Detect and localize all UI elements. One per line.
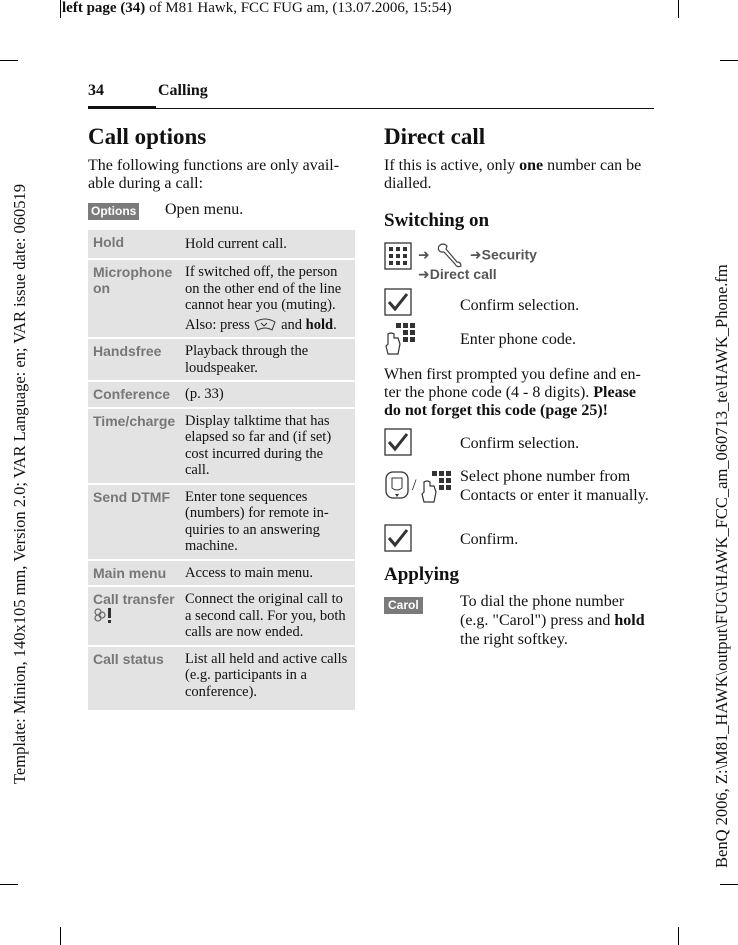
options-softkey-desc: Open menu. — [165, 201, 244, 218]
applying-text-b: the right softkey. — [460, 631, 568, 648]
menu-path-security[interactable]: Security — [481, 246, 537, 263]
code-note-text: When first prompted you define and en-ter the phone code (4 - 8 digits). — [384, 366, 641, 401]
option-key[interactable]: Conference — [93, 386, 171, 403]
code-note — [384, 366, 652, 420]
print-header-bold: left page (34) — [62, 0, 146, 16]
step-confirm-selection-2: Confirm selection. — [460, 435, 580, 452]
header-rule — [88, 108, 654, 109]
extra-prefix: Also: press — [185, 316, 250, 333]
option-desc: Hold current call. — [185, 236, 287, 252]
option-desc-extra — [185, 317, 351, 334]
intro-text-b: number can be dialled. — [384, 157, 642, 192]
extra-bold: hold — [305, 316, 334, 333]
direct-call-heading: Direct call — [384, 124, 486, 149]
table-row — [88, 409, 355, 483]
options-softkey[interactable]: Options — [88, 203, 139, 220]
step-enter-code: Enter phone code. — [460, 331, 576, 348]
table-row — [88, 260, 355, 337]
options-softkey-row — [88, 200, 139, 220]
checkmark-softkey-icon[interactable] — [384, 288, 412, 320]
intro-text-a: If this is active, only — [384, 157, 516, 174]
option-key[interactable]: Microphone on — [93, 264, 173, 296]
template-sidebar-text: Template: Minion, 140x105 mm, Version 2.0; VAR Language: en; VAR issue date: 060519 — [10, 184, 29, 784]
option-key[interactable] — [88, 587, 185, 645]
option-desc: Enter tone sequences (numbers) for remote in-quiries to an answering machine. — [185, 488, 329, 555]
option-desc: List all held and active calls (e.g. participants in a conference). — [185, 650, 348, 700]
code-note-bold: Please do not forget this code (page 25)! — [384, 384, 636, 419]
option-key[interactable]: Send DTMF — [93, 488, 170, 505]
call-options-heading: Call options — [88, 124, 207, 149]
crop-mark — [60, 927, 61, 945]
call-options-table — [88, 230, 355, 712]
keypad-hand-icon — [420, 470, 452, 508]
option-key-label: Call transfer — [93, 591, 175, 608]
checkmark-softkey-icon[interactable] — [384, 524, 412, 556]
keypad-hand-icon — [384, 322, 416, 360]
direct-call-intro — [384, 157, 652, 193]
option-key[interactable]: Time/charge — [93, 412, 176, 429]
option-desc: (p. 33) — [185, 386, 224, 403]
table-row — [88, 587, 355, 645]
crop-mark — [678, 927, 679, 945]
option-key[interactable]: Main menu — [93, 564, 167, 581]
carol-softkey[interactable]: Carol — [384, 597, 423, 614]
applying-text-a: To dial the phone number (e.g. "Carol") press and — [460, 593, 625, 629]
option-key[interactable]: Hold — [93, 234, 125, 250]
extra-and: and — [281, 316, 303, 333]
crop-mark — [60, 0, 61, 18]
menu-grid-icon — [384, 242, 412, 274]
switching-on-heading: Switching on — [384, 210, 490, 231]
applying-text — [460, 592, 654, 649]
crop-mark — [678, 0, 679, 18]
option-desc: Playback through the loudspeaker. — [185, 343, 309, 376]
option-desc: Display talktime that has elapsed so far and (if set) cost incurred during the call. — [185, 412, 332, 479]
option-desc: Access to main menu. — [185, 564, 314, 581]
carol-softkey-row — [384, 594, 423, 614]
arrow-icon: ➜ — [469, 246, 482, 263]
step-confirm-selection: Confirm selection. — [460, 297, 580, 314]
table-row — [88, 230, 355, 258]
arrow-icon: ➜ — [418, 246, 430, 263]
page-number: 34 — [88, 82, 104, 99]
step-confirm: Confirm. — [460, 531, 519, 548]
navigation-key-icon[interactable] — [384, 470, 410, 504]
network-service-icon — [93, 607, 115, 623]
file-path-sidebar-text: BenQ 2006, Z:\M81_HAWK\output\FUG\HAWK_FCC_am_060713_te\HAWK_Phone.fm — [712, 264, 731, 868]
crop-mark — [0, 60, 18, 61]
intro-bold: one — [519, 157, 544, 174]
arrow-icon: ➜ — [418, 266, 430, 282]
option-desc-text: If switched off, the person on the other end of the line cannot hear you (muting). — [185, 264, 342, 313]
print-header — [62, 0, 452, 17]
option-desc — [185, 260, 355, 337]
applying-text-bold: hold — [614, 612, 645, 629]
table-row — [88, 382, 355, 407]
call-options-intro: The following functions are only avail-able during a call: — [88, 157, 340, 192]
menu-path-direct-call[interactable]: Direct call — [429, 266, 497, 282]
applying-heading: Applying — [384, 564, 459, 585]
extra-end: . — [333, 316, 337, 333]
print-header-rest: of M81 Hawk, FCC FUG am, (13.07.2006, 15:54) — [145, 0, 452, 16]
crop-mark — [720, 60, 738, 61]
table-row — [88, 647, 355, 711]
table-row — [88, 339, 355, 380]
table-row — [88, 561, 355, 586]
running-title: Calling — [158, 82, 208, 99]
menu-path-line2 — [418, 264, 497, 283]
option-key[interactable]: Handsfree — [93, 343, 162, 360]
checkmark-softkey-icon[interactable] — [384, 428, 412, 460]
table-row — [88, 485, 355, 559]
option-key[interactable]: Call status — [93, 650, 164, 667]
option-desc: Connect the original call to a second call. For you, both calls are now ended. — [185, 591, 346, 641]
step-select-number: Select phone number from Contacts or enter it manually. — [460, 468, 649, 504]
slash-separator: / — [412, 477, 417, 494]
call-key-icon — [253, 317, 277, 333]
